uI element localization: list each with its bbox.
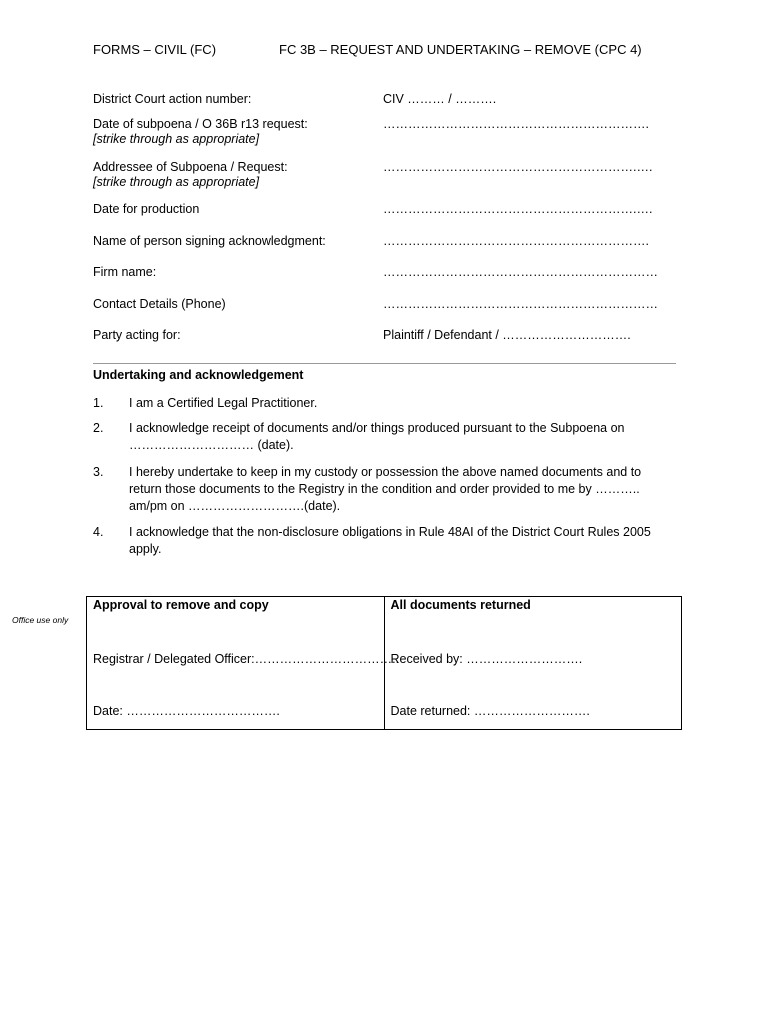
field-value[interactable]: …………………………………………………….…. (383, 160, 653, 174)
field-value[interactable]: Plaintiff / Defendant / …………………………. (383, 328, 631, 342)
office-use-note: Office use only (12, 615, 69, 625)
field-label: Party acting for: (93, 328, 181, 342)
field-note: [strike through as appropriate] (93, 132, 260, 146)
field-label: Date for production (93, 202, 200, 216)
date-returned-field[interactable]: Date returned: ………………………. (390, 704, 590, 718)
item-number: 4. (93, 525, 104, 539)
item-number: 1. (93, 396, 104, 410)
field-label: District Court action number: (93, 92, 252, 106)
section-divider (93, 363, 676, 364)
approval-date-field[interactable]: Date: ………………………………. (93, 704, 280, 718)
approval-title: Approval to remove and copy (93, 598, 269, 612)
received-by-field[interactable]: Received by: ………………………. (390, 652, 583, 666)
undertaking-title: Undertaking and acknowledgement (93, 368, 304, 382)
item-number: 2. (93, 421, 104, 435)
field-value[interactable]: ………………………………………………………. (383, 117, 649, 131)
item-text: I acknowledge that the non-disclosure obligations in Rule 48AI of the District Court Rules 2005 apply. (129, 525, 651, 556)
form-series-title: FORMS – CIVIL (FC) (93, 42, 217, 57)
field-label: Firm name: (93, 265, 157, 279)
field-label: Date of subpoena / O 36B r13 request: [strike through as appropriate] (93, 117, 308, 146)
field-value[interactable]: CIV ……… / ………. (383, 92, 497, 106)
field-value[interactable]: ………………………………………………………… (383, 265, 658, 279)
returned-title: All documents returned (390, 598, 531, 612)
approval-cell (87, 597, 400, 730)
item-number: 3. (93, 465, 104, 479)
item-text: I hereby undertake to keep in my custody or possession the above named documents and to return those documents to the Registry in the condition and order provided to me by ……….. am/pm on ……………………….(date). (129, 465, 642, 513)
field-label: Name of person signing acknowledgment: (93, 234, 326, 248)
field-value[interactable]: ………………………………………………………… (383, 297, 658, 311)
office-use-box (86, 596, 682, 730)
item-text: I acknowledge receipt of documents and/or things produced pursuant to the Subpoena on ………………………… (date). (129, 421, 625, 452)
field-label: Addressee of Subpoena / Request: [strike through as appropriate] (93, 160, 288, 189)
field-label: Contact Details (Phone) (93, 297, 226, 311)
form-title: FC 3B – REQUEST AND UNDERTAKING – REMOVE (CPC 4) (279, 42, 642, 57)
field-value[interactable]: …………………………………………………….…. (383, 202, 653, 216)
registrar-field[interactable]: Registrar / Delegated Officer:…………………………….. (93, 652, 400, 666)
field-note: [strike through as appropriate] (93, 175, 260, 189)
field-value[interactable]: ………………………………………………………. (383, 234, 649, 248)
returned-cell (384, 597, 682, 730)
item-text: I am a Certified Legal Practitioner. (129, 396, 318, 410)
